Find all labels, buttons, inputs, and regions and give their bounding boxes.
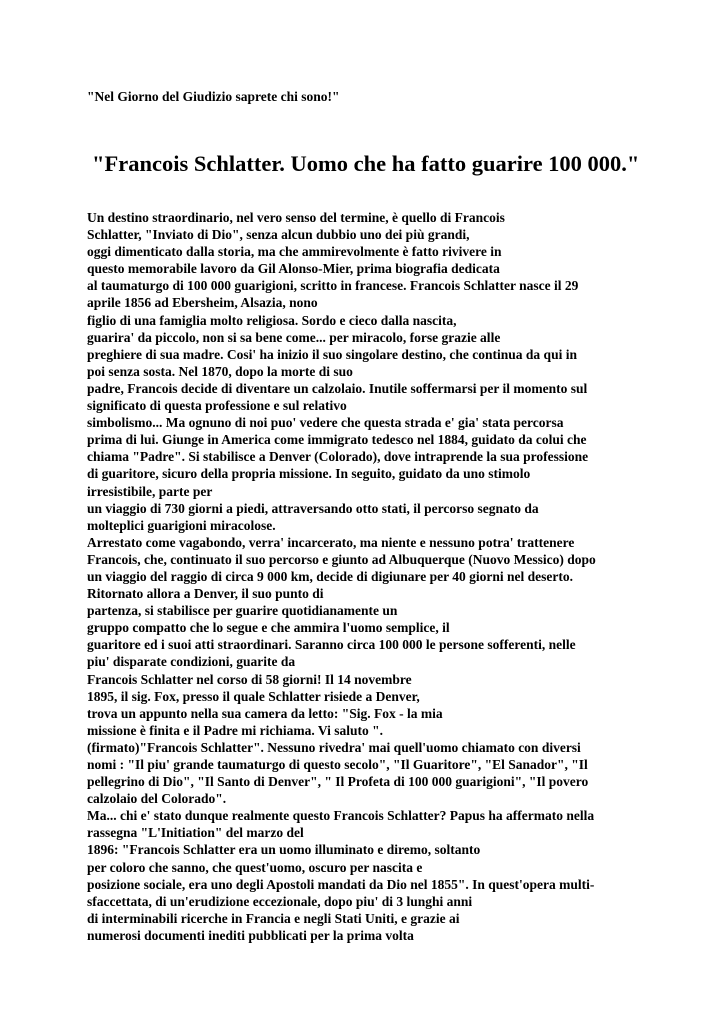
- body-line: irresistibile, parte per: [87, 483, 213, 499]
- body-line: Francois Schlatter nel corso di 58 giorni! Il 14 novembre: [87, 671, 412, 687]
- body-line: Arrestato come vagabondo, verra' incarcerato, ma niente e nessuno potra' trattenere: [87, 534, 575, 550]
- body-line: numerosi documenti inediti pubblicati per la prima volta: [87, 927, 414, 943]
- body-line: prima di lui. Giunge in America come immigrato tedesco nel 1884, guidato da colui che: [87, 432, 587, 448]
- body-line: guaritore ed i suoi atti straordinari. Saranno circa 100 000 le persone sofferenti, nelle: [87, 637, 576, 653]
- body-line: al taumaturgo di 100 000 guarigioni, scritto in francese. Francois Schlatter nasce il 29: [87, 278, 579, 294]
- body-line: oggi dimenticato dalla storia, ma che ammirevolmente è fatto rivivere in: [87, 244, 502, 260]
- body-line: rassegna "L'Initiation" del marzo del: [87, 825, 304, 841]
- body-line: significato di questa professione e sul relativo: [87, 398, 347, 414]
- body-line: guarira' da piccolo, non si sa bene come... per miracolo, forse grazie alle: [87, 329, 501, 345]
- body-line: simbolismo... Ma ognuno di noi puo' vedere che questa strada e' gia' stata percorsa: [87, 415, 564, 431]
- body-line: piu' disparate condizioni, guarite da: [87, 654, 296, 670]
- body-line: poi senza sosta. Nel 1870, dopo la morte di suo: [87, 363, 353, 379]
- body-line: Ma... chi e' stato dunque realmente questo Francois Schlatter? Papus ha affermato nella: [87, 808, 595, 824]
- body-line: Francois, che, continuato il suo percorso e giunto ad Albuquerque (Nuovo Messico) dopo: [87, 551, 596, 567]
- body-line: padre, Francois decide di diventare un calzolaio. Inutile soffermarsi per il momento sul: [87, 380, 588, 396]
- body-line: per coloro che sanno, che quest'uomo, oscuro per nascita e: [87, 859, 423, 875]
- body-line: un viaggio di 730 giorni a piedi, attraversando otto stati, il percorso segnato da: [87, 500, 539, 516]
- body-line: nomi : "Il piu' grande taumaturgo di questo secolo", "Il Guaritore", "El Sanador", "Il: [87, 757, 588, 772]
- body-line: figlio di una famiglia molto religiosa. Sordo e cieco dalla nascita,: [87, 312, 457, 328]
- body-line: aprile 1856 ad Ebersheim, Alsazia, nono: [87, 295, 318, 311]
- body-line: di guaritore, sicuro della propria missione. In seguito, guidato da uno stimolo: [87, 466, 531, 482]
- body-line: (firmato)"Francois Schlatter". Nessuno rivedra' mai quell'uomo chiamato con diversi: [87, 739, 581, 755]
- body-line: chiama "Padre". Si stabilisce a Denver (Colorado), dove intraprende la sua professione: [87, 449, 589, 465]
- body-line: un viaggio del raggio di circa 9 000 km, decide di digiunare per 40 giorni nel deserto.: [87, 568, 574, 584]
- body-text: [87, 209, 647, 944]
- body-line: 1896: "Francois Schlatter era un uomo illuminato e diremo, soltanto: [87, 842, 481, 858]
- body-line: molteplici guarigioni miracolose.: [87, 517, 276, 533]
- body-line: Schlatter, "Inviato di Dio", senza alcun dubbio uno dei più grandi,: [87, 227, 470, 243]
- body-line: 1895, il sig. Fox, presso il quale Schlatter risiede a Denver,: [87, 688, 420, 704]
- body-line: sfaccettata, di un'erudizione eccezionale, dopo piu' di 3 lunghi anni: [87, 893, 473, 909]
- body-line: questo memorabile lavoro da Gil Alonso-Mier, prima biografia dedicata: [87, 261, 500, 277]
- body-line: calzolaio del Colorado".: [87, 791, 227, 807]
- body-line: missione è finita e il Padre mi richiama. Vi saluto ".: [87, 722, 383, 738]
- body-line: partenza, si stabilisce per guarire quotidianamente un: [87, 603, 398, 619]
- body-line: di interminabili ricerche in Francia e negli Stati Uniti, e grazie ai: [87, 910, 460, 926]
- body-line: pellegrino di Dio", "Il Santo di Denver", " Il Profeta di 100 000 guarigioni", "Il povero: [87, 774, 589, 790]
- body-line: trova un appunto nella sua camera da letto: "Sig. Fox - la mia: [87, 705, 443, 721]
- document-title: "Francois Schlatter. Uomo che ha fatto guarire 100 000.": [92, 151, 640, 176]
- epigraph-quote: "Nel Giorno del Giudizio saprete chi sono!": [87, 89, 340, 104]
- body-line: Ritornato allora a Denver, il suo punto di: [87, 586, 324, 602]
- body-line: Un destino straordinario, nel vero senso del termine, è quello di Francois: [87, 210, 505, 225]
- body-line: preghiere di sua madre. Cosi' ha inizio il suo singolare destino, che continua da qui in: [87, 346, 577, 362]
- body-line: posizione sociale, era uno degli Apostoli mandati da Dio nel 1855". In quest'opera multi-: [87, 876, 595, 892]
- body-line: gruppo compatto che lo segue e che ammira l'uomo semplice, il: [87, 620, 450, 636]
